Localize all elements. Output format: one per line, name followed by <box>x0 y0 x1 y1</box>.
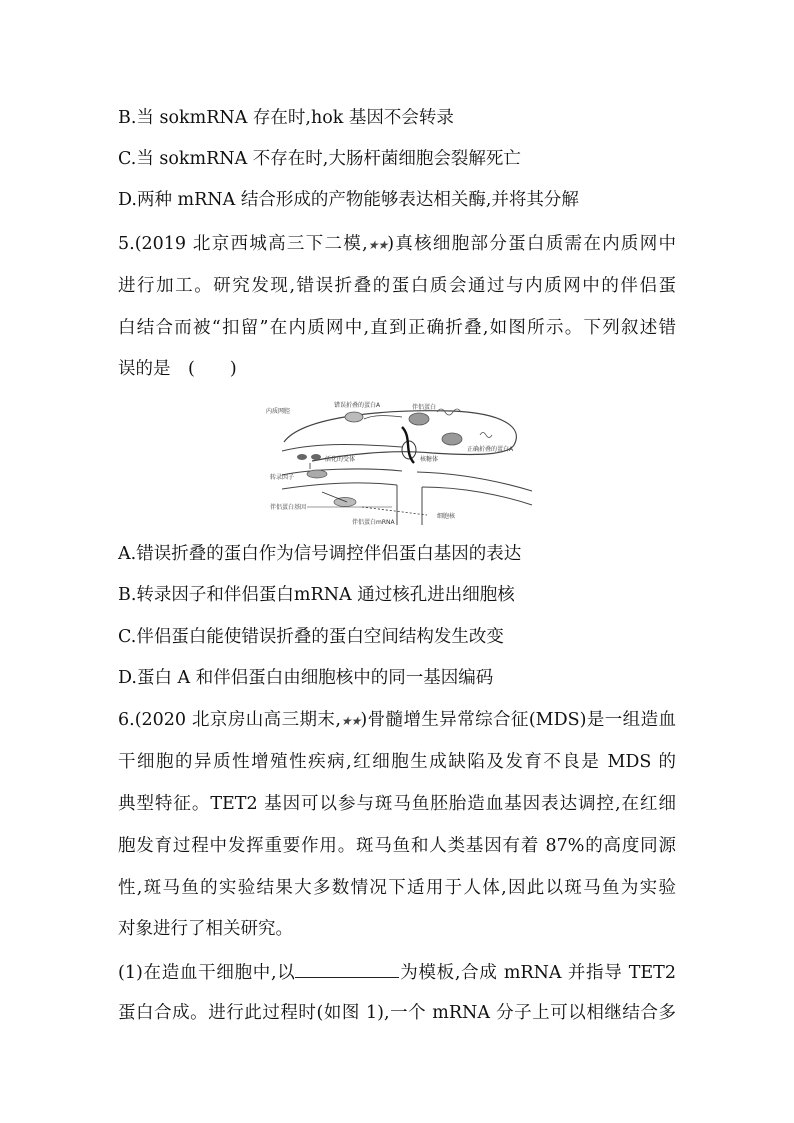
label-nucleus: 细胞核 <box>437 513 456 520</box>
transcription-factor-icon <box>307 470 327 478</box>
label-chaperone-gene: 伴侣蛋白基因 <box>270 504 307 511</box>
option-d: D.蛋白 A 和伴侣蛋白由细胞核中的同一基因编码 <box>118 668 494 688</box>
question-6-line-5: 性,斑马鱼的实验结果大多数情况下适用于人体,因此以斑马鱼为实验 <box>118 878 676 898</box>
question-6-line-3: 典型特征。TET2 基因可以参与斑马鱼胚胎造血基因表达调控,在红细 <box>118 794 676 814</box>
correct-protein-icon <box>480 433 492 438</box>
label-activated-receptor: 活化的受体 <box>325 456 356 463</box>
er-membrane-inner <box>282 445 402 452</box>
receptor-icon-2 <box>311 454 321 460</box>
option-a: A.错误折叠的蛋白作为信号调控伴侣蛋白基因的表达 <box>118 544 522 564</box>
nuclear-envelope-lower-right <box>422 487 532 505</box>
misfolded-protein-icon <box>345 412 363 422</box>
chaperone-protein-icon <box>409 413 429 425</box>
nuclear-envelope-upper <box>282 469 402 475</box>
question-5-line-4: 误的是 ( ) <box>118 359 237 379</box>
option-c-prev: C.当 sokmRNA 不存在时,大肠杆菌细胞会裂解死亡 <box>118 149 521 169</box>
label-misfolded-a: 错误折叠的蛋白A <box>334 402 381 409</box>
binding-arrow-icon <box>364 416 402 419</box>
label-chaperone-mrna: 伴侣蛋白mRNA <box>352 519 395 526</box>
chaperone-protein-icon-2 <box>442 433 462 445</box>
diagram-svg <box>262 397 536 527</box>
question-5-line-1: 5.(2019 北京西城高三下二模,★★)真核细胞部分蛋白质需在内质网中 <box>118 232 676 257</box>
question-6-line-2: 干细胞的异质性增殖性疾病,红细胞生成缺陷及发育不良是 MDS 的 <box>118 752 676 772</box>
label-correct-a: 正确折叠的蛋白A <box>467 446 514 453</box>
answer-blank[interactable] <box>295 959 399 978</box>
label-transcription-factor: 转录因子 <box>270 474 295 481</box>
question-6-part-1: (1)在造血干细胞中,以 为模板,合成 mRNA 并指导 TET2 <box>118 959 676 985</box>
mrna-arrow-icon <box>362 507 427 515</box>
unfolded-chain-icon <box>437 409 461 415</box>
difficulty-stars-icon: ★★ <box>367 238 388 252</box>
receptor-icon-1 <box>297 454 307 460</box>
question-6-part-1-cont: 蛋白合成。进行此过程时(如图 1),一个 mRNA 分子上可以相继结合多 <box>118 1003 676 1023</box>
question-5-line-2: 进行加工。研究发现,错误折叠的蛋白质会通过与内质网中的伴侣蛋 <box>118 276 676 296</box>
question-6-line-1: 6.(2020 北京房山高三期末,★★)骨髓增生异常综合征(MDS)是一组造血 <box>118 708 676 733</box>
question-6-line-4: 胞发育过程中发挥重要作用。斑马鱼和人类基因有着 87%的高度同源 <box>118 836 676 856</box>
nuclear-envelope-right <box>417 472 532 491</box>
option-b-prev: B.当 sokmRNA 存在时,hok 基因不会转录 <box>118 108 454 128</box>
difficulty-stars-icon-2: ★★ <box>340 714 361 728</box>
label-er-lumen: 内质网腔 <box>266 408 291 415</box>
option-d-prev: D.两种 mRNA 结合形成的产物能够表达相关酶,并将其分解 <box>118 190 579 210</box>
option-b: B.转录因子和伴侣蛋白mRNA 通过核孔进出细胞核 <box>118 585 515 605</box>
question-6-line-6: 对象进行了相关研究。 <box>118 919 293 939</box>
nuclear-envelope-lower <box>282 483 397 489</box>
label-chaperone: 伴侣蛋白 <box>412 404 437 411</box>
question-5-line-3: 白结合而被“扣留”在内质网中,直到正确折叠,如图所示。下列叙述错 <box>118 318 676 338</box>
gene-protein-icon <box>334 498 356 507</box>
er-membrane <box>284 411 516 461</box>
label-ribosome: 核糖体 <box>420 456 439 463</box>
er-chaperone-diagram <box>262 397 536 527</box>
option-c: C.伴侣蛋白能使错误折叠的蛋白空间结构发生改变 <box>118 627 504 647</box>
